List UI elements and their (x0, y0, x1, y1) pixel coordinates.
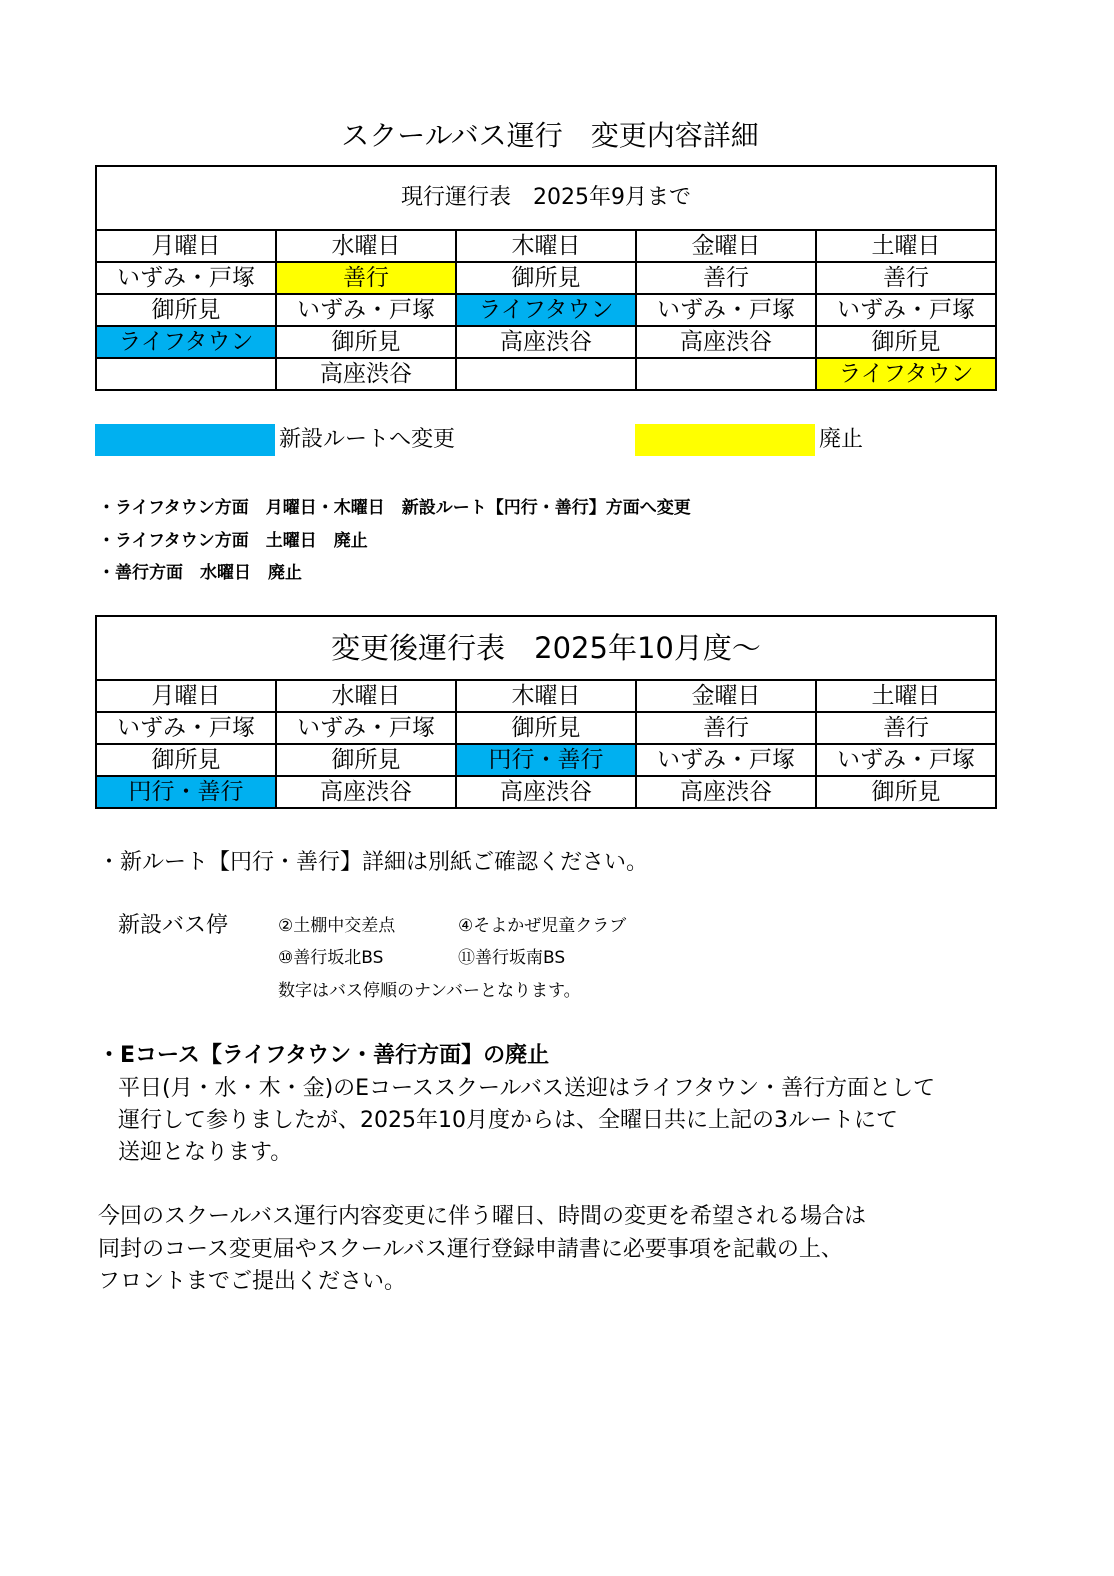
schedule-cell: いずみ・戸塚 (276, 712, 456, 744)
ecourse-line: 運行して参りましたが、2025年10月度からは、全曜日共に上記の3ルートにて (118, 1108, 898, 1133)
legend-blue-swatch (95, 424, 275, 456)
schedule-cell: 高座渋谷 (276, 776, 456, 808)
current-schedule-table (95, 165, 997, 391)
schedule-cell: 高座渋谷 (456, 326, 636, 358)
page-title: スクールバス運行 変更内容詳細 (341, 119, 759, 152)
schedule-cell-new-route: 円行・善行 (96, 776, 276, 808)
schedule-cell: いずみ・戸塚 (276, 294, 456, 326)
current-table-heading: 現行運行表 2025年9月まで (96, 166, 996, 230)
schedule-cell: 高座渋谷 (276, 358, 456, 390)
closing-line: 今回のスクールバス運行内容変更に伴う曜日、時間の変更を希望される場合は (98, 1204, 867, 1229)
day-header: 土曜日 (816, 230, 996, 262)
schedule-cell: いずみ・戸塚 (96, 262, 276, 294)
schedule-cell (636, 358, 816, 390)
closing-line: 同封のコース変更届やスクールバス運行登録申請書に必要事項を記載の上、 (98, 1237, 843, 1262)
schedule-cell-changed: ライフタウン (96, 326, 276, 358)
new-route-note: ・新ルート【円行・善行】詳細は別紙ご確認ください。 (98, 850, 649, 875)
change-note: ・ライフタウン方面 土曜日 廃止 (98, 531, 368, 551)
schedule-cell: 高座渋谷 (636, 326, 816, 358)
day-header: 月曜日 (96, 680, 276, 712)
schedule-cell: いずみ・戸塚 (816, 744, 996, 776)
ecourse-heading: ・Eコース【ライフタウン・善行方面】の廃止 (98, 1043, 550, 1068)
schedule-cell: 御所見 (276, 326, 456, 358)
schedule-cell: いずみ・戸塚 (816, 294, 996, 326)
schedule-cell-changed: ライフタウン (456, 294, 636, 326)
ecourse-line: 送迎となります。 (118, 1140, 293, 1165)
schedule-cell: 御所見 (816, 326, 996, 358)
day-header: 土曜日 (816, 680, 996, 712)
new-stop-item: ⑪善行坂南BS (458, 948, 566, 968)
schedule-cell: 御所見 (456, 262, 636, 294)
new-stops-footnote: 数字はバス停順のナンバーとなります。 (278, 981, 581, 1001)
day-header: 木曜日 (456, 680, 636, 712)
change-note: ・ライフタウン方面 月曜日・木曜日 新設ルート【円行・善行】方面へ変更 (98, 498, 691, 518)
new-stops-label: 新設バス停 (118, 913, 229, 938)
new-schedule-table (95, 615, 997, 809)
day-header: 月曜日 (96, 230, 276, 262)
schedule-cell: 高座渋谷 (456, 776, 636, 808)
schedule-cell (96, 358, 276, 390)
change-note: ・善行方面 水曜日 廃止 (98, 563, 302, 583)
day-header: 水曜日 (276, 680, 456, 712)
closing-line: フロントまでご提出ください。 (98, 1269, 407, 1294)
legend-yellow-label: 廃止 (819, 427, 864, 452)
ecourse-line: 平日(月・水・木・金)のEコーススクールバス送迎はライフタウン・善行方面として (118, 1076, 936, 1101)
new-stop-item: ④そよかぜ児童クラブ (458, 916, 627, 936)
schedule-cell-abolished: ライフタウン (816, 358, 996, 390)
schedule-cell: 御所見 (96, 744, 276, 776)
schedule-cell: 高座渋谷 (636, 776, 816, 808)
schedule-cell (456, 358, 636, 390)
new-stop-item: ②土棚中交差点 (278, 916, 396, 936)
day-header: 水曜日 (276, 230, 456, 262)
schedule-cell: いずみ・戸塚 (636, 744, 816, 776)
new-stop-item: ⑩善行坂北BS (278, 948, 384, 968)
legend-yellow-swatch (635, 424, 815, 456)
schedule-cell: 御所見 (96, 294, 276, 326)
schedule-cell: 御所見 (276, 744, 456, 776)
schedule-cell: 御所見 (456, 712, 636, 744)
day-header: 金曜日 (636, 230, 816, 262)
schedule-cell: 御所見 (816, 776, 996, 808)
legend-blue-label: 新設ルートへ変更 (279, 427, 456, 452)
new-table-heading: 変更後運行表 2025年10月度～ (96, 616, 996, 680)
day-header: 木曜日 (456, 230, 636, 262)
schedule-cell: 善行 (636, 712, 816, 744)
schedule-cell: 善行 (636, 262, 816, 294)
schedule-cell: いずみ・戸塚 (636, 294, 816, 326)
schedule-cell: いずみ・戸塚 (96, 712, 276, 744)
day-header: 金曜日 (636, 680, 816, 712)
schedule-cell-new-route: 円行・善行 (456, 744, 636, 776)
schedule-cell: 善行 (816, 262, 996, 294)
schedule-cell: 善行 (816, 712, 996, 744)
schedule-cell-abolished: 善行 (276, 262, 456, 294)
